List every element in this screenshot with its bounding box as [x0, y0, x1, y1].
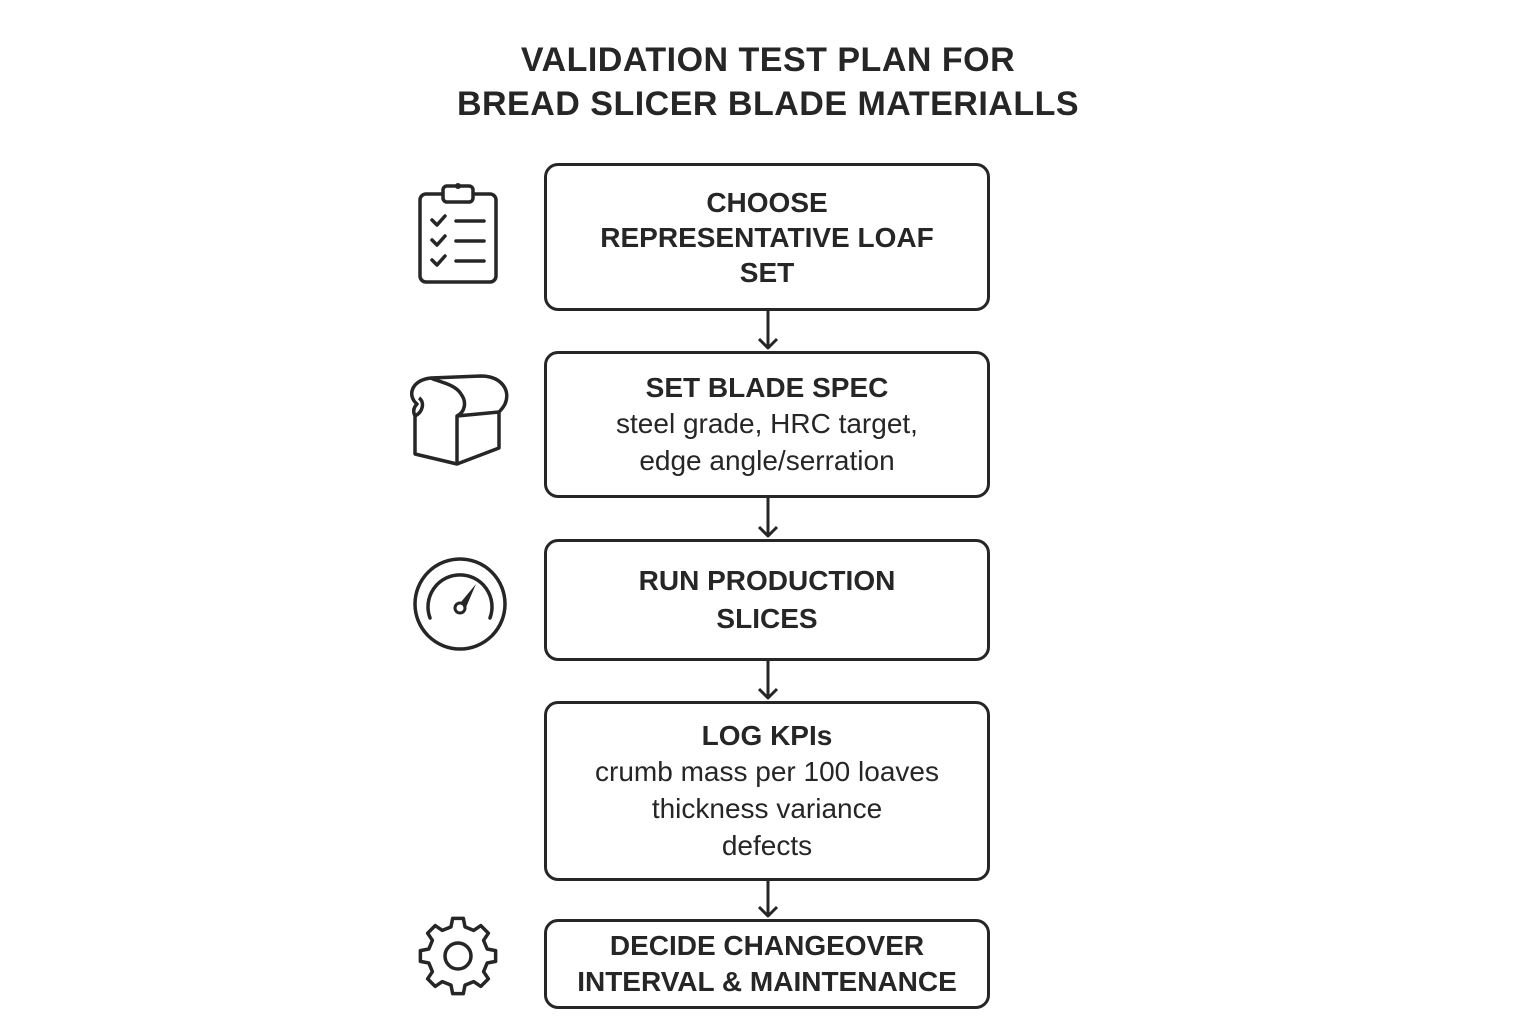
step-heading-line: INTERVAL & MAINTENANCE	[577, 966, 957, 997]
step-decide-changeover	[544, 919, 990, 1009]
step-detail-line: steel grade, HRC target,	[616, 408, 918, 439]
step-set-blade-spec	[544, 351, 990, 498]
step-heading-line: SLICES	[716, 603, 818, 634]
diagram-title	[0, 38, 1536, 126]
flow-arrow-icon	[757, 498, 779, 539]
title-line-2: BREAD SLICER BLADE MATERIALLS	[456, 85, 1080, 123]
step-heading-line: REPRESENTATIVE LOAF	[600, 221, 934, 253]
bread-loaf-icon	[405, 372, 513, 468]
step-heading-line: LOG KPIs	[701, 720, 833, 751]
step-detail-line: edge angle/serration	[639, 445, 895, 476]
step-run-production-slices	[544, 539, 990, 661]
flow-arrow-icon	[757, 311, 779, 351]
flow-arrow-icon	[757, 881, 779, 919]
gear-icon	[416, 914, 500, 998]
clipboard-checklist-icon	[416, 180, 500, 286]
step-detail-line: defects	[721, 830, 813, 861]
step-choose-loaf-set	[544, 163, 990, 311]
step-heading-line: SET BLADE SPEC	[645, 372, 889, 403]
flow-arrow-icon	[757, 661, 779, 701]
step-detail-line: thickness variance	[651, 793, 883, 824]
step-log-kpis	[544, 701, 990, 881]
title-line-1: VALIDATION TEST PLAN FOR	[520, 41, 1016, 79]
step-heading-line: DECIDE CHANGEOVER	[609, 930, 925, 961]
step-heading-line: CHOOSE	[706, 186, 828, 218]
gauge-icon	[410, 554, 510, 654]
gear-outline	[420, 918, 495, 993]
step-heading-line: SET	[739, 256, 795, 288]
step-detail-line: crumb mass per 100 loaves	[595, 756, 939, 787]
step-heading-line: RUN PRODUCTION	[638, 565, 896, 596]
